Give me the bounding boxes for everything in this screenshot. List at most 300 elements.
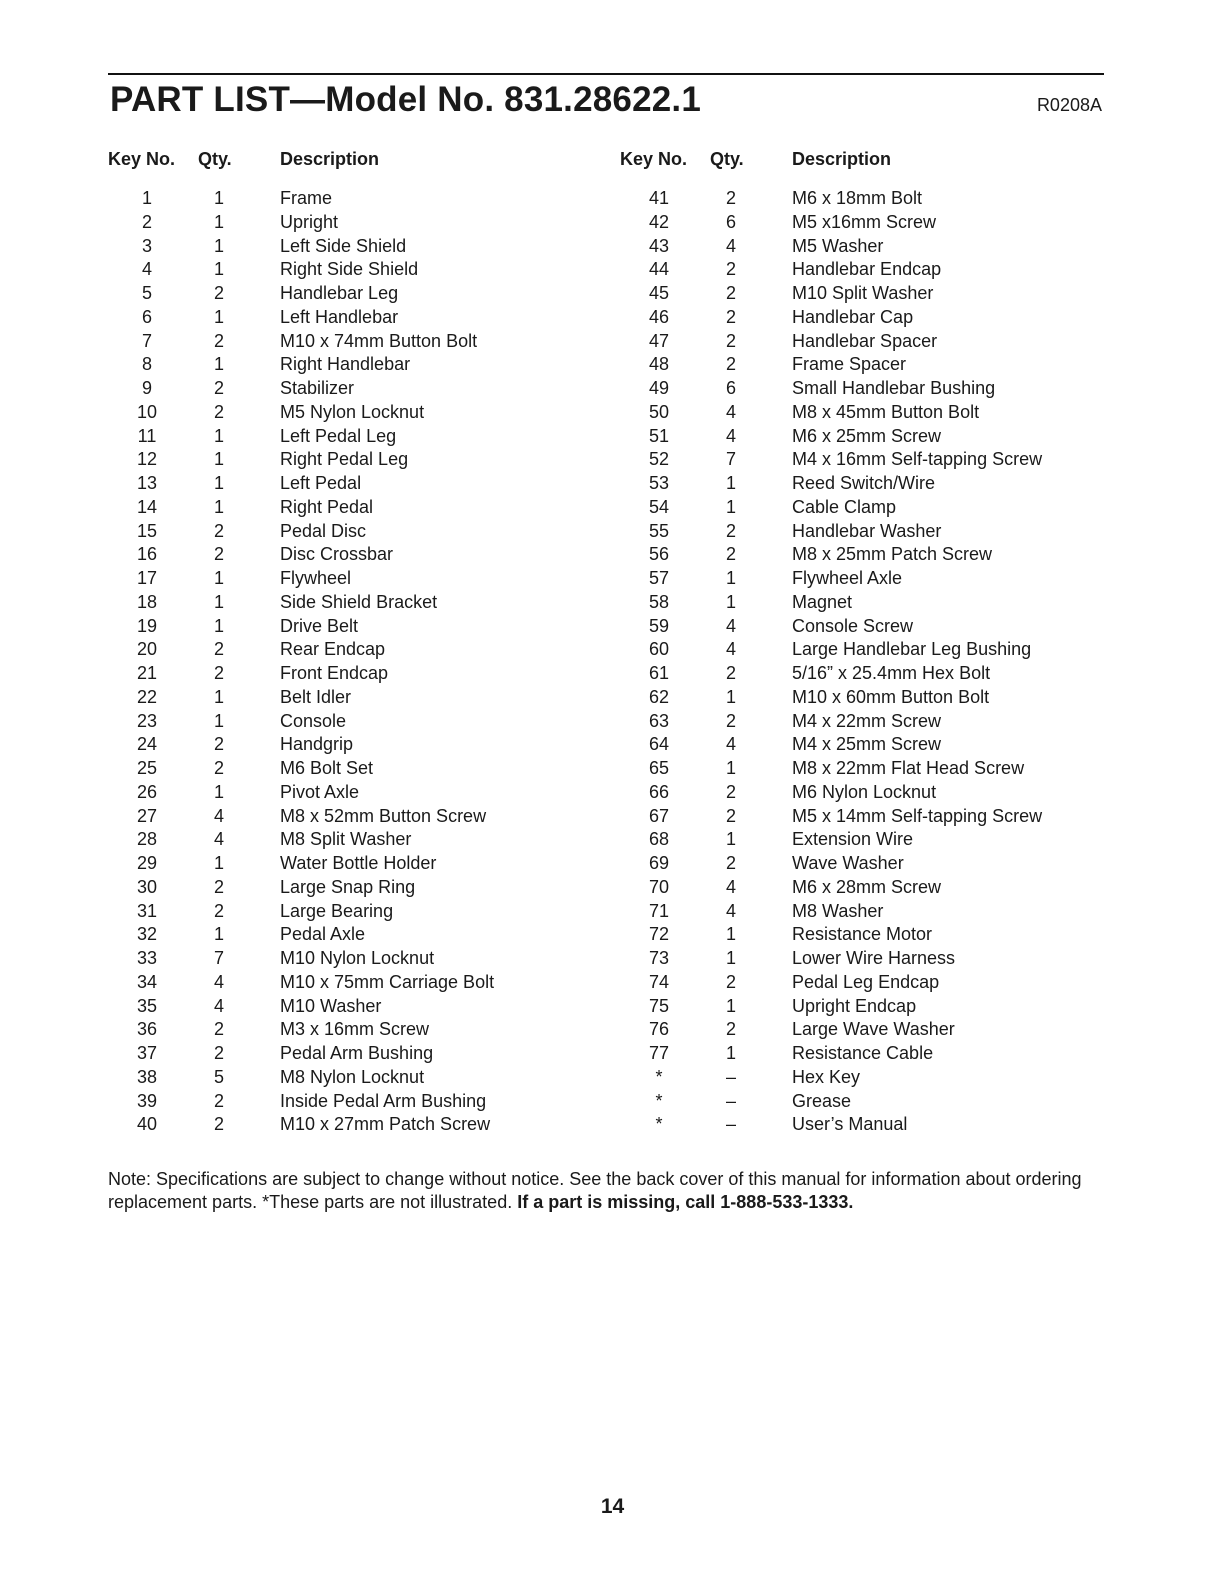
part-row bbox=[620, 401, 1042, 425]
part-key-number: * bbox=[655, 1114, 663, 1135]
part-row bbox=[620, 947, 1042, 971]
part-key-number: 36 bbox=[136, 1019, 158, 1040]
part-key-number: 11 bbox=[137, 425, 157, 446]
part-key-number: 72 bbox=[648, 924, 670, 945]
page-title: PART LIST—Model No. 831.28622.1 bbox=[110, 80, 701, 119]
part-description: Side Shield Bracket bbox=[280, 591, 438, 612]
page-number: 14 bbox=[600, 1495, 625, 1518]
part-quantity: 1 bbox=[214, 235, 225, 256]
part-quantity: 2 bbox=[214, 876, 225, 897]
part-row bbox=[620, 662, 1042, 686]
part-row bbox=[620, 543, 1042, 567]
part-key-number: 21 bbox=[136, 663, 158, 683]
part-description: M6 x 28mm Screw bbox=[792, 876, 942, 897]
part-description: Handlebar Spacer bbox=[792, 330, 938, 351]
part-description: Large Handlebar Leg Bushing bbox=[792, 639, 1032, 660]
part-key-number: 65 bbox=[648, 758, 670, 778]
part-row bbox=[108, 1113, 494, 1137]
part-quantity: 1 bbox=[214, 924, 225, 945]
part-quantity: 2 bbox=[214, 1043, 225, 1063]
part-row bbox=[108, 971, 494, 995]
note-text: Note: Specifications are subject to change without notice. See the back cover of this manual for information about ordering replacement parts. *These parts are not illustrated. bbox=[108, 1169, 1082, 1212]
note-paragraph bbox=[108, 1168, 1108, 1214]
parts-list-left bbox=[108, 187, 494, 1137]
part-key-number: 71 bbox=[648, 900, 670, 921]
part-row bbox=[108, 306, 494, 330]
part-row bbox=[620, 496, 1042, 520]
parts-column-left bbox=[108, 145, 494, 1137]
part-quantity: 4 bbox=[726, 401, 737, 422]
part-description: Drive Belt bbox=[280, 615, 359, 636]
part-row bbox=[620, 923, 1042, 947]
part-row bbox=[620, 638, 1042, 662]
part-quantity: 6 bbox=[726, 378, 737, 398]
part-key-number: * bbox=[655, 1066, 663, 1087]
part-quantity: 6 bbox=[726, 211, 737, 232]
part-row bbox=[620, 425, 1042, 449]
part-row bbox=[108, 876, 494, 900]
part-description: M8 x 52mm Button Screw bbox=[280, 805, 487, 826]
part-key-number: 35 bbox=[136, 995, 158, 1016]
part-description: Flywheel Axle bbox=[792, 568, 903, 588]
part-row bbox=[108, 1066, 494, 1090]
part-description: User’s Manual bbox=[792, 1114, 908, 1135]
part-quantity: 7 bbox=[726, 449, 737, 470]
part-row bbox=[620, 472, 1042, 496]
part-key-number: 54 bbox=[648, 496, 670, 517]
part-key-number: 18 bbox=[136, 591, 158, 612]
part-quantity: 1 bbox=[214, 354, 225, 375]
part-key-number: 19 bbox=[136, 615, 158, 636]
part-description: M4 x 22mm Screw bbox=[792, 710, 942, 731]
part-quantity: 1 bbox=[726, 686, 737, 707]
part-description: Resistance Motor bbox=[792, 924, 933, 945]
part-key-number: 6 bbox=[141, 306, 152, 327]
part-key-number: 48 bbox=[648, 354, 670, 375]
part-description: M5 x 14mm Self-tapping Screw bbox=[792, 805, 1043, 826]
part-description: Left Handlebar bbox=[280, 306, 399, 327]
part-row bbox=[620, 330, 1042, 354]
part-row bbox=[620, 686, 1042, 710]
part-key-number: 24 bbox=[136, 734, 158, 755]
part-key-number: 33 bbox=[136, 948, 158, 968]
part-quantity: 4 bbox=[726, 235, 737, 256]
part-description: Pedal Axle bbox=[280, 924, 366, 945]
part-description: Pedal Arm Bushing bbox=[280, 1043, 434, 1063]
part-quantity: 2 bbox=[214, 758, 225, 778]
part-row bbox=[620, 1042, 1042, 1066]
part-description: Magnet bbox=[792, 591, 853, 612]
part-description: Wave Washer bbox=[792, 853, 904, 873]
part-row bbox=[108, 805, 494, 829]
part-key-number: 16 bbox=[136, 544, 158, 565]
part-key-number: 8 bbox=[141, 354, 152, 375]
part-row bbox=[108, 947, 494, 971]
part-quantity: 1 bbox=[726, 496, 737, 517]
part-row bbox=[108, 781, 494, 805]
part-description: Handgrip bbox=[280, 734, 354, 755]
part-quantity: 4 bbox=[726, 900, 737, 921]
part-quantity: 2 bbox=[726, 306, 737, 327]
part-quantity: 2 bbox=[214, 378, 225, 398]
part-quantity: 2 bbox=[726, 805, 737, 826]
part-key-number: 47 bbox=[648, 330, 670, 351]
part-description: M6 x 25mm Screw bbox=[792, 425, 942, 446]
part-row bbox=[620, 187, 1042, 211]
part-key-number: 69 bbox=[648, 853, 670, 873]
part-row bbox=[620, 306, 1042, 330]
part-description: Left Side Shield bbox=[280, 235, 407, 256]
part-description: Pivot Axle bbox=[280, 781, 360, 802]
part-key-number: 62 bbox=[648, 686, 670, 707]
part-key-number: 73 bbox=[648, 948, 670, 968]
missing-part-phone: If a part is missing, call 1-888-533-1333. bbox=[517, 1192, 854, 1212]
part-quantity: 2 bbox=[726, 971, 737, 992]
part-key-number: 4 bbox=[141, 259, 152, 280]
part-quantity: 4 bbox=[726, 639, 737, 660]
part-quantity: 2 bbox=[726, 1019, 737, 1040]
part-quantity: 2 bbox=[214, 520, 225, 541]
part-quantity: 2 bbox=[214, 1114, 225, 1135]
part-row bbox=[108, 852, 494, 876]
part-key-number: 37 bbox=[136, 1043, 158, 1063]
part-key-number: 14 bbox=[136, 496, 158, 517]
part-description: M10 Washer bbox=[280, 995, 382, 1016]
part-row bbox=[620, 235, 1042, 259]
part-quantity: 2 bbox=[214, 639, 225, 660]
part-key-number: 26 bbox=[136, 781, 158, 802]
part-description: M5 Nylon Locknut bbox=[280, 401, 425, 422]
part-quantity: 1 bbox=[726, 924, 737, 945]
part-description: Lower Wire Harness bbox=[792, 948, 956, 968]
part-quantity: 2 bbox=[726, 188, 737, 208]
parts-column-right bbox=[620, 145, 1042, 1137]
part-row bbox=[108, 448, 494, 472]
part-description: Pedal Leg Endcap bbox=[792, 971, 940, 992]
part-row bbox=[108, 235, 494, 259]
column-header bbox=[108, 145, 494, 173]
part-row bbox=[108, 211, 494, 235]
part-description: M10 Split Washer bbox=[792, 283, 934, 303]
part-quantity: 1 bbox=[214, 188, 225, 208]
part-quantity: 2 bbox=[726, 330, 737, 351]
part-description: M8 Nylon Locknut bbox=[280, 1066, 425, 1087]
part-description: M10 x 60mm Button Bolt bbox=[792, 686, 990, 707]
part-key-number: 23 bbox=[136, 710, 158, 731]
part-quantity: 2 bbox=[214, 734, 225, 755]
part-row bbox=[620, 282, 1042, 306]
part-quantity: 2 bbox=[214, 1019, 225, 1040]
part-quantity: 1 bbox=[214, 615, 225, 636]
part-quantity: 1 bbox=[214, 568, 225, 588]
part-description: Right Pedal Leg bbox=[280, 449, 409, 470]
part-quantity: 2 bbox=[214, 544, 225, 565]
part-row bbox=[620, 995, 1042, 1019]
part-row bbox=[620, 353, 1042, 377]
description-header: Description bbox=[280, 149, 380, 169]
part-quantity: 1 bbox=[214, 853, 225, 873]
part-key-number: 67 bbox=[648, 805, 670, 826]
part-row bbox=[620, 805, 1042, 829]
part-description: Small Handlebar Bushing bbox=[792, 378, 996, 398]
part-description: Rear Endcap bbox=[280, 639, 386, 660]
part-quantity: 2 bbox=[726, 853, 737, 873]
title-rule bbox=[108, 73, 1104, 75]
part-description: Large Snap Ring bbox=[280, 876, 416, 897]
part-quantity: 4 bbox=[214, 805, 225, 826]
part-quantity: 2 bbox=[726, 544, 737, 565]
part-row bbox=[620, 1113, 1042, 1137]
part-row bbox=[620, 900, 1042, 924]
part-description: Resistance Cable bbox=[792, 1043, 934, 1063]
part-quantity: 2 bbox=[726, 283, 737, 303]
part-row bbox=[108, 425, 494, 449]
part-quantity: 2 bbox=[726, 663, 737, 683]
part-quantity: 1 bbox=[214, 496, 225, 517]
part-quantity: 1 bbox=[726, 473, 737, 493]
part-description: Front Endcap bbox=[280, 663, 389, 683]
part-row bbox=[108, 686, 494, 710]
part-key-number: 44 bbox=[648, 259, 670, 280]
part-key-number: * bbox=[655, 1090, 663, 1111]
part-quantity: 1 bbox=[214, 591, 225, 612]
part-row bbox=[108, 615, 494, 639]
part-key-number: 43 bbox=[648, 235, 670, 256]
part-key-number: 40 bbox=[136, 1114, 158, 1135]
part-quantity: 1 bbox=[726, 1043, 737, 1063]
part-row bbox=[620, 852, 1042, 876]
part-row bbox=[620, 733, 1042, 757]
reference-code: R0208A bbox=[1036, 95, 1102, 115]
part-description: M6 x 18mm Bolt bbox=[792, 188, 923, 208]
part-row bbox=[620, 377, 1042, 401]
part-key-number: 53 bbox=[648, 473, 670, 493]
part-quantity: – bbox=[726, 1114, 737, 1135]
part-key-number: 58 bbox=[648, 591, 670, 612]
part-key-number: 9 bbox=[141, 378, 152, 398]
part-key-number: 32 bbox=[136, 924, 158, 945]
part-description: Reed Switch/Wire bbox=[792, 473, 936, 493]
part-key-number: 29 bbox=[136, 853, 158, 873]
part-key-number: 51 bbox=[648, 425, 670, 446]
part-description: Upright bbox=[280, 211, 339, 232]
part-quantity: 1 bbox=[214, 306, 225, 327]
part-key-number: 60 bbox=[648, 639, 670, 660]
part-description: Inside Pedal Arm Bushing bbox=[280, 1090, 487, 1111]
part-key-number: 55 bbox=[648, 520, 670, 541]
parts-list-right bbox=[620, 187, 1042, 1137]
part-row bbox=[108, 733, 494, 757]
part-description: M8 x 45mm Button Bolt bbox=[792, 401, 980, 422]
part-quantity: 4 bbox=[726, 876, 737, 897]
part-quantity: 5 bbox=[214, 1066, 225, 1087]
part-row bbox=[620, 591, 1042, 615]
part-description: 5/16” x 25.4mm Hex Bolt bbox=[792, 663, 991, 683]
part-row bbox=[620, 615, 1042, 639]
part-key-number: 31 bbox=[136, 900, 158, 921]
part-key-number: 39 bbox=[136, 1090, 158, 1111]
part-key-number: 76 bbox=[648, 1019, 670, 1040]
part-row bbox=[108, 1090, 494, 1114]
part-quantity: 1 bbox=[214, 211, 225, 232]
part-description: M10 x 27mm Patch Screw bbox=[280, 1114, 491, 1135]
part-key-number: 77 bbox=[648, 1043, 670, 1063]
part-row bbox=[108, 995, 494, 1019]
part-description: Handlebar Washer bbox=[792, 520, 942, 541]
part-quantity: 1 bbox=[726, 948, 737, 968]
part-row bbox=[620, 1018, 1042, 1042]
part-description: Belt Idler bbox=[280, 686, 352, 707]
part-description: Stabilizer bbox=[280, 378, 355, 398]
part-row bbox=[620, 781, 1042, 805]
part-key-number: 3 bbox=[141, 235, 152, 256]
part-key-number: 61 bbox=[648, 663, 670, 683]
part-row bbox=[620, 258, 1042, 282]
part-row bbox=[108, 757, 494, 781]
part-description: Extension Wire bbox=[792, 829, 914, 850]
part-key-number: 41 bbox=[648, 188, 670, 208]
part-row bbox=[620, 1090, 1042, 1114]
part-quantity: 2 bbox=[726, 520, 737, 541]
part-key-number: 27 bbox=[136, 805, 158, 826]
part-description: Flywheel bbox=[280, 568, 352, 588]
part-quantity: 2 bbox=[214, 900, 225, 921]
part-description: Left Pedal bbox=[280, 473, 362, 493]
part-row bbox=[108, 828, 494, 852]
part-description: Pedal Disc bbox=[280, 520, 367, 541]
part-description: M6 Bolt Set bbox=[280, 758, 374, 778]
part-row bbox=[620, 448, 1042, 472]
part-key-number: 5 bbox=[141, 283, 152, 303]
part-key-number: 1 bbox=[141, 188, 152, 208]
part-key-number: 20 bbox=[136, 639, 158, 660]
part-key-number: 2 bbox=[141, 211, 152, 232]
part-description: Frame bbox=[280, 188, 333, 208]
qty-header: Qty. bbox=[198, 149, 232, 169]
part-key-number: 42 bbox=[648, 211, 670, 232]
part-key-number: 46 bbox=[648, 306, 670, 327]
part-description: Large Bearing bbox=[280, 900, 394, 921]
part-quantity: 4 bbox=[214, 829, 225, 850]
part-row bbox=[108, 401, 494, 425]
part-row bbox=[108, 923, 494, 947]
part-row bbox=[108, 496, 494, 520]
key-header: Key No. bbox=[620, 149, 688, 169]
part-row bbox=[620, 971, 1042, 995]
part-quantity: 4 bbox=[726, 425, 737, 446]
part-row bbox=[108, 1042, 494, 1066]
description-header: Description bbox=[792, 149, 892, 169]
part-description: Handlebar Cap bbox=[792, 306, 914, 327]
part-row bbox=[108, 472, 494, 496]
part-row bbox=[108, 638, 494, 662]
part-description: Hex Key bbox=[792, 1066, 861, 1087]
part-quantity: 1 bbox=[726, 995, 737, 1016]
part-row bbox=[620, 211, 1042, 235]
part-row bbox=[108, 662, 494, 686]
part-key-number: 63 bbox=[648, 710, 670, 731]
part-description: Handlebar Endcap bbox=[792, 259, 942, 280]
part-description: Water Bottle Holder bbox=[280, 853, 437, 873]
part-key-number: 57 bbox=[648, 568, 670, 588]
part-quantity: 1 bbox=[214, 710, 225, 731]
part-quantity: 1 bbox=[214, 259, 225, 280]
part-quantity: 2 bbox=[214, 330, 225, 351]
part-description: M10 x 74mm Button Bolt bbox=[280, 330, 478, 351]
part-key-number: 64 bbox=[648, 734, 670, 755]
part-key-number: 13 bbox=[136, 473, 158, 493]
part-quantity: 2 bbox=[214, 283, 225, 303]
part-description: M4 x 16mm Self-tapping Screw bbox=[792, 449, 1043, 470]
qty-header: Qty. bbox=[710, 149, 744, 169]
part-row bbox=[108, 330, 494, 354]
part-description: Frame Spacer bbox=[792, 354, 907, 375]
part-description: M8 x 22mm Flat Head Screw bbox=[792, 758, 1025, 778]
part-key-number: 15 bbox=[136, 520, 158, 541]
part-description: Console bbox=[280, 710, 347, 731]
part-key-number: 7 bbox=[141, 330, 152, 351]
part-quantity: 1 bbox=[726, 829, 737, 850]
part-key-number: 56 bbox=[648, 544, 670, 565]
part-key-number: 34 bbox=[136, 971, 158, 992]
part-key-number: 74 bbox=[648, 971, 670, 992]
part-description: M5 x16mm Screw bbox=[792, 211, 937, 232]
part-description: Right Pedal bbox=[280, 496, 374, 517]
part-quantity: 4 bbox=[214, 995, 225, 1016]
part-row bbox=[620, 828, 1042, 852]
part-description: M8 Washer bbox=[792, 900, 884, 921]
part-description: Handlebar Leg bbox=[280, 283, 399, 303]
part-key-number: 52 bbox=[648, 449, 670, 470]
part-row bbox=[620, 1066, 1042, 1090]
part-quantity: 2 bbox=[214, 1090, 225, 1111]
part-description: M6 Nylon Locknut bbox=[792, 781, 937, 802]
part-row bbox=[620, 876, 1042, 900]
part-row bbox=[108, 543, 494, 567]
part-key-number: 10 bbox=[136, 401, 158, 422]
part-key-number: 50 bbox=[648, 401, 670, 422]
part-description: Console Screw bbox=[792, 615, 914, 636]
part-key-number: 75 bbox=[648, 995, 670, 1016]
part-description: M4 x 25mm Screw bbox=[792, 734, 942, 755]
part-row bbox=[108, 567, 494, 591]
part-row bbox=[108, 187, 494, 211]
part-row bbox=[108, 520, 494, 544]
part-key-number: 12 bbox=[136, 449, 158, 470]
part-quantity: 4 bbox=[214, 971, 225, 992]
part-description: Disc Crossbar bbox=[280, 544, 394, 565]
key-header: Key No. bbox=[108, 149, 176, 169]
part-quantity: 1 bbox=[726, 591, 737, 612]
part-description: Right Handlebar bbox=[280, 354, 411, 375]
part-key-number: 45 bbox=[648, 283, 670, 303]
part-key-number: 49 bbox=[648, 378, 670, 398]
part-key-number: 68 bbox=[648, 829, 670, 850]
part-quantity: 1 bbox=[214, 473, 225, 493]
part-description: Right Side Shield bbox=[280, 259, 419, 280]
part-row bbox=[108, 258, 494, 282]
part-row bbox=[108, 353, 494, 377]
part-description: M8 Split Washer bbox=[280, 829, 412, 850]
part-quantity: 1 bbox=[214, 449, 225, 470]
column-header bbox=[620, 145, 1042, 173]
part-quantity: 1 bbox=[214, 425, 225, 446]
part-row bbox=[108, 710, 494, 734]
part-row bbox=[108, 377, 494, 401]
part-quantity: – bbox=[726, 1090, 737, 1111]
part-quantity: 1 bbox=[214, 781, 225, 802]
part-key-number: 22 bbox=[136, 686, 158, 707]
